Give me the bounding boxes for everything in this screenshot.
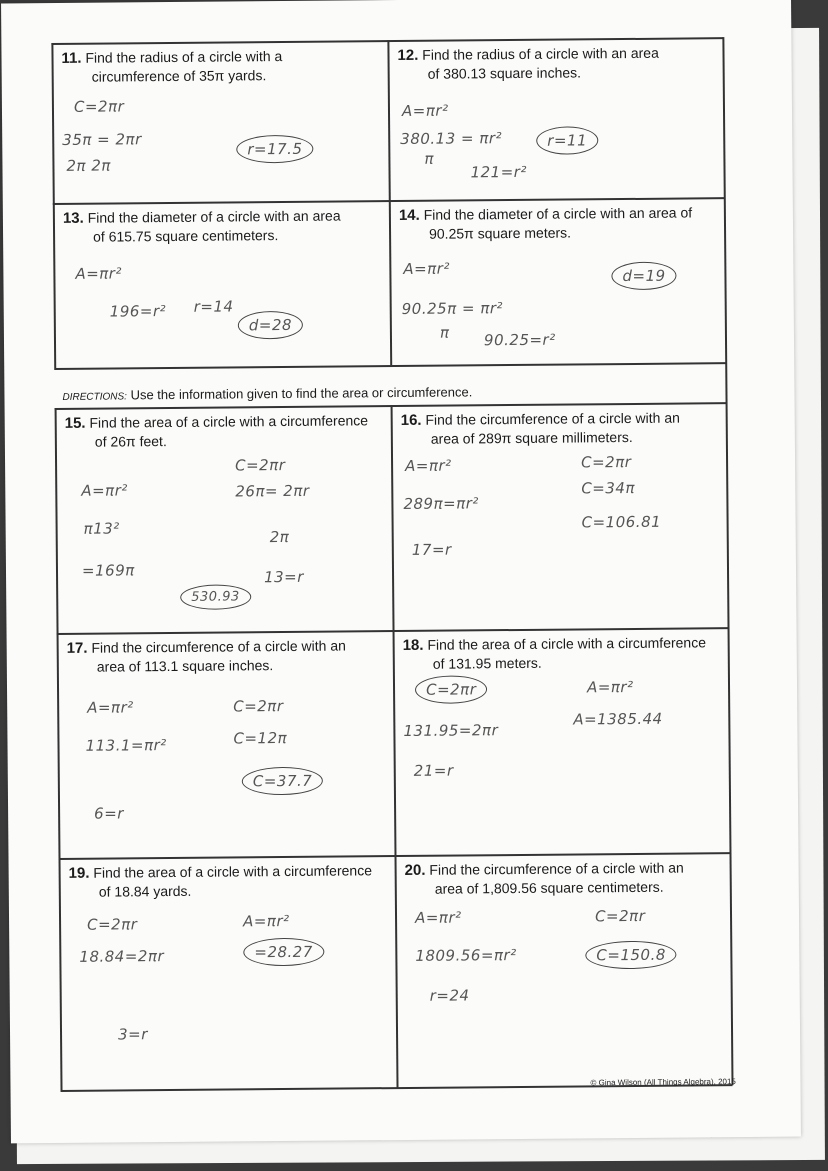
handwritten-work: 13=r	[263, 567, 304, 587]
problem-14	[389, 197, 726, 365]
circled-answer: C=150.8	[585, 941, 677, 970]
problem-16	[391, 402, 729, 630]
handwritten-work: A=πr²	[403, 259, 450, 278]
directions-text: Use the information given to find the area or circumference.	[130, 384, 473, 403]
circled-answer: r=17.5	[236, 135, 313, 164]
handwritten-work: A=πr²	[81, 481, 128, 500]
handwritten-work: 26π= 2πr	[235, 481, 310, 501]
handwritten-work: 90.25π = πr²	[401, 299, 504, 318]
handwritten-work: 21=r	[413, 761, 454, 780]
handwritten-work: π	[424, 149, 435, 168]
handwritten-work: A=πr²	[405, 456, 452, 475]
problem-17	[57, 630, 395, 858]
circled-answer: C=37.7	[242, 767, 324, 796]
directions	[62, 382, 712, 403]
circled-answer: =28.27	[243, 938, 324, 967]
handwritten-work: 121=r²	[470, 162, 527, 182]
problem-prompt: 16. Find the circumference of a circle with an area of 289π square millimeters.	[400, 409, 680, 447]
problem-prompt: 17. Find the circumference of a circle with an area of 113.1 square inches.	[66, 637, 346, 675]
handwritten-work: π	[439, 323, 450, 342]
circled-answer: 530.93	[180, 584, 251, 610]
problem-18	[393, 627, 731, 855]
problem-prompt: 11. Find the radius of a circle with a circumference of 35π yards.	[61, 48, 283, 85]
copyright-footer: © Gina Wilson (All Things Algebra), 2015	[590, 1077, 736, 1088]
problem-prompt: 15. Find the area of a circle with a circumference of 26π feet.	[64, 412, 369, 450]
handwritten-work: 289π=πr²	[403, 494, 479, 513]
problem-19	[59, 855, 397, 1091]
handwritten-work: A=πr²	[242, 911, 290, 931]
handwritten-work: C=34π	[581, 478, 636, 498]
problem-grid	[51, 37, 732, 1091]
handwritten-work: A=πr²	[586, 677, 634, 697]
handwritten-work: C=2πr	[233, 697, 284, 716]
handwritten-work: C=2πr	[87, 915, 138, 934]
handwritten-work: 2π	[269, 527, 290, 547]
handwritten-work: C=2πr	[594, 906, 646, 926]
circled-answer: d=28	[238, 311, 303, 340]
handwritten-work: 6=r	[94, 804, 124, 823]
handwritten-work: A=πr²	[414, 908, 462, 927]
handwritten-work: 131.95=2πr	[403, 721, 499, 740]
handwritten-work: C=2πr	[73, 97, 125, 116]
handwritten-work: 196=r²	[109, 302, 167, 321]
handwritten-work: C=12π	[233, 729, 288, 748]
problem-prompt: 12. Find the radius of a circle with an area of 380.13 square inches.	[397, 44, 659, 82]
problem-prompt: 19. Find the area of a circle with a circumference of 18.84 yards.	[68, 862, 373, 900]
handwritten-work: 2π 2π	[66, 156, 111, 175]
worksheet-page	[1, 0, 801, 1143]
handwritten-work: 17=r	[411, 540, 452, 559]
handwritten-work: r=24	[429, 986, 470, 1005]
problem-prompt: 18. Find the area of a circle with a circumference of 131.95 meters.	[402, 634, 707, 672]
problem-12	[387, 37, 724, 200]
handwritten-work: A=πr²	[401, 101, 449, 120]
handwritten-work: C=106.81	[581, 512, 662, 532]
circled-work: C=2πr	[415, 675, 488, 704]
handwritten-work: 18.84=2πr	[79, 947, 165, 966]
handwritten-work: =169π	[81, 561, 135, 580]
problem-20	[394, 852, 732, 1088]
handwritten-work: A=1385.44	[573, 709, 663, 729]
handwritten-work: 380.13 = πr²	[400, 129, 503, 148]
problem-15	[55, 405, 393, 633]
problem-prompt: 14. Find the diameter of a circle with an area of 90.25π square meters.	[398, 204, 693, 242]
handwritten-work: 35π = 2πr	[62, 130, 142, 149]
handwritten-work: 3=r	[117, 1025, 148, 1044]
handwritten-work: 113.1=πr²	[85, 736, 167, 755]
problem-11	[51, 40, 388, 203]
circled-answer: d=19	[611, 262, 676, 291]
handwritten-work: A=πr²	[75, 264, 123, 283]
handwritten-work: 1809.56=πr²	[415, 946, 517, 965]
problem-prompt: 13. Find the diameter of a circle with an area of 615.75 square centimeters.	[62, 207, 341, 245]
handwritten-work: r=14	[193, 297, 234, 316]
handwritten-work: π13²	[83, 519, 120, 538]
handwritten-work: C=2πr	[580, 452, 632, 472]
circled-answer: r=11	[536, 126, 598, 155]
directions-label: DIRECTIONS:	[62, 391, 127, 403]
handwritten-work: 90.25=r²	[483, 330, 556, 350]
problem-13	[53, 200, 390, 368]
problem-prompt: 20. Find the circumference of a circle with an area of 1,809.56 square centimeters.	[404, 859, 684, 897]
handwritten-work: C=2πr	[235, 456, 286, 475]
handwritten-work: A=πr²	[87, 698, 134, 717]
